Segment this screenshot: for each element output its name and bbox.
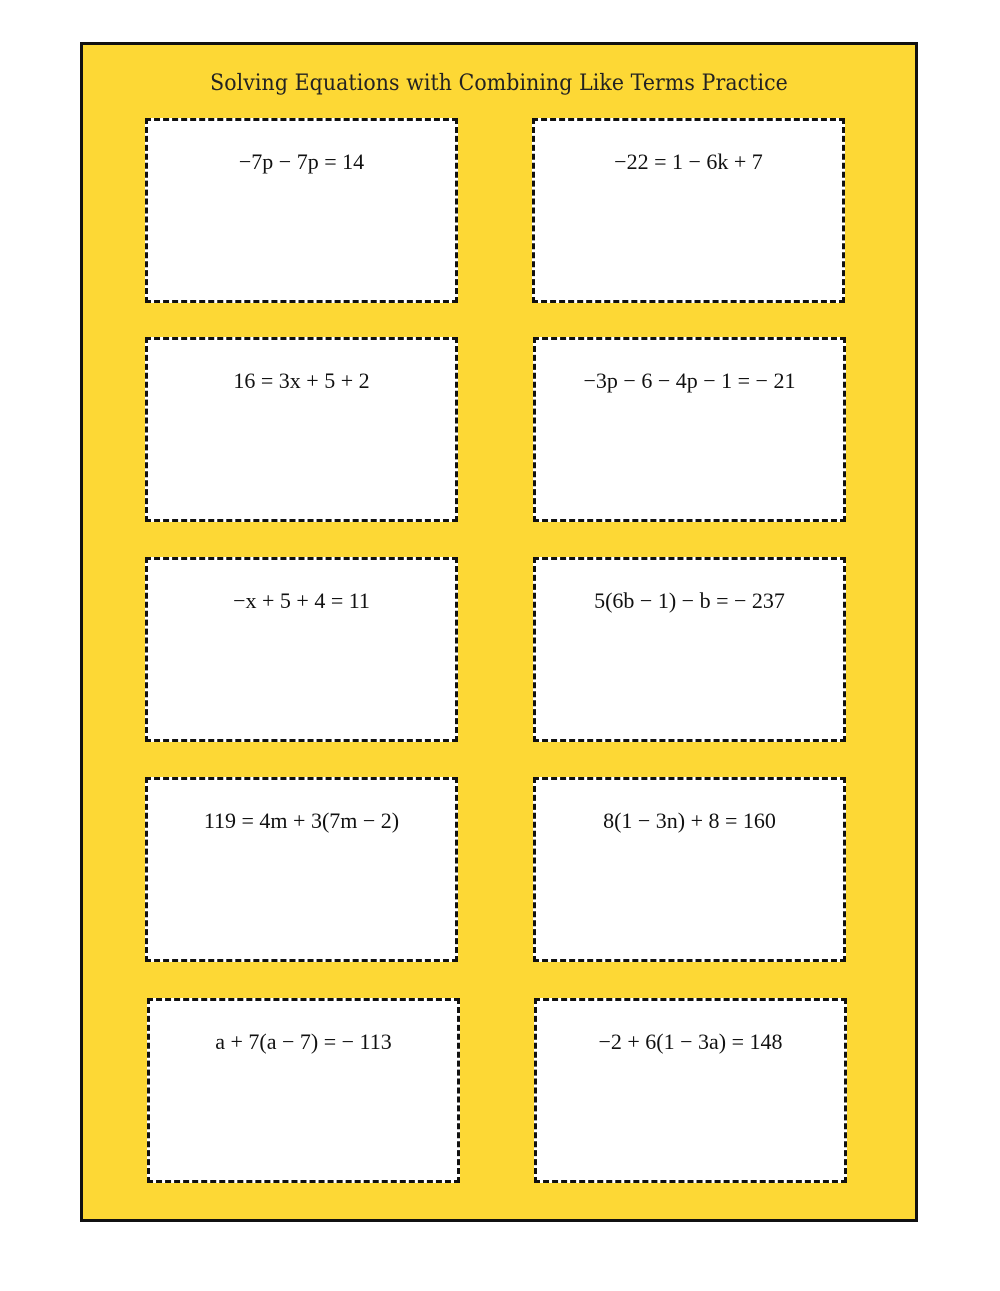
equation-card-3[interactable]	[145, 337, 458, 522]
equation-card-6[interactable]	[533, 557, 846, 742]
equation-text: −x + 5 + 4 = 11	[233, 588, 370, 613]
equation-text: 8(1 − 3n) + 8 = 160	[603, 808, 776, 833]
equation-text: −22 = 1 − 6k + 7	[614, 149, 763, 174]
equation-card-7[interactable]	[145, 777, 458, 962]
equation-text: −2 + 6(1 − 3a) = 148	[598, 1029, 783, 1054]
equation-card-1[interactable]	[145, 118, 458, 303]
equation-card-2[interactable]	[532, 118, 845, 303]
equation-card-10[interactable]	[534, 998, 847, 1183]
worksheet-title: Solving Equations with Combining Like Terms Practice	[210, 71, 788, 96]
equation-card-4[interactable]	[533, 337, 846, 522]
equation-text: −3p − 6 − 4p − 1 = − 21	[583, 368, 796, 393]
equation-text: a + 7(a − 7) = − 113	[215, 1029, 392, 1054]
equation-card-9[interactable]	[147, 998, 460, 1183]
worksheet-panel	[80, 42, 918, 1222]
equation-text: 16 = 3x + 5 + 2	[233, 368, 370, 393]
equation-card-8[interactable]	[533, 777, 846, 962]
equation-text: −7p − 7p = 14	[238, 149, 365, 174]
equation-text: 119 = 4m + 3(7m − 2)	[203, 808, 400, 833]
equation-text: 5(6b − 1) − b = − 237	[594, 588, 785, 613]
equation-card-5[interactable]	[145, 557, 458, 742]
